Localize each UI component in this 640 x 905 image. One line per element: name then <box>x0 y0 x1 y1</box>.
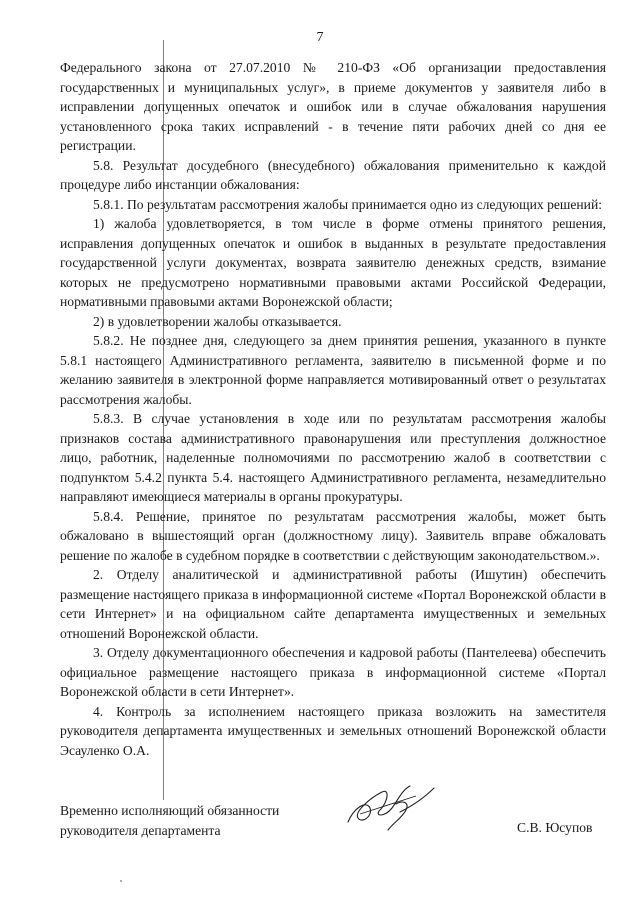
document-body <box>60 58 606 760</box>
signatory-title <box>60 801 279 840</box>
paragraph: 5.8. Результат досудебного (внесудебного) обжалования применительно к каждой процедуре либо инстанции обжалования: <box>60 157 606 192</box>
paragraph: 3. Отделу документационного обеспечения и кадровой работы (Пантелеева) обеспечить официальное размещение настоящего приказа в информационной системе «Портал Воронежской области в сети Интернет». <box>60 645 606 699</box>
paragraph: 1) жалоба удовлетворяется, в том числе в форме отмены принятого решения, исправления допущенных опечаток и ошибок в выданных в результате предоставления государственной услуги документах, возврата заявителю денежных средств, взимание которых не предусмотрено нормативными правовыми актами Российской Федерации, нормативными правовыми актами Воронежской области; <box>60 216 606 309</box>
signatory-title-line-2: руководителя департамента <box>60 822 221 838</box>
paragraph: 5.8.2. Не позднее дня, следующего за днем принятия решения, указанного в пункте 5.8.1 настоящего Административного регламента, заявителю в письменной форме и по желанию заявителя в электронной форме направляется мотивированный ответ о результатах рассмотрения жалобы. <box>60 333 606 407</box>
signatory-title-line-1: Временно исполняющий обязанности <box>60 803 280 818</box>
signatory-name: С.В. Юсупов <box>517 820 593 835</box>
paragraph: 5.8.3. В случае установления в ходе или по результатам рассмотрения жалобы признаков состава административного правонарушения или преступления должностное лицо, работник, наделенные полномочиями по рассмотрению жалоб в соответствии с подпунктом 5.4.2 пункта 5.4. настоящего Административного регламента, незамедлительно направляют имеющиеся материалы в органы прокуратуры. <box>60 411 606 504</box>
paragraph: 4. Контроль за исполнением настоящего приказа возложить на заместителя руководителя департамента имущественных и земельных отношений Воронежской области Эсауленко О.А. <box>60 703 606 758</box>
paragraph: Федерального закона от 27.07.2010 № 210-ФЗ «Об организации предоставления государственных и муниципальных услуг», в приеме документов у заявителя либо в исправлении допущенных опечаток и ошибок или в случае обжалования нарушения установленного срока таких исправлений - в течение пяти рабочих дней со дня ее регистрации. <box>60 60 606 153</box>
paragraph: 2. Отделу аналитической и административной работы (Ишутин) обеспечить размещение настоящего приказа в информационной системе «Портал Воронежской области в сети Интернет» и на официальном сайте департамента имущественных и земельных отношений Воронежской области. <box>60 567 606 641</box>
paragraph: 2) в удовлетворении жалобы отказывается. <box>93 313 342 329</box>
paragraph: 5.8.4. Решение, принятое по результатам рассмотрения жалобы, может быть обжаловано в вышестоящий орган (должностному лицу). Заявитель вправе обжаловать решение по жалобе в судебном порядке в соответствии с действующим законодательством.». <box>60 508 606 563</box>
handwritten-signature <box>340 778 440 834</box>
scan-speck <box>120 880 122 882</box>
paragraph: 5.8.1. По результатам рассмотрения жалобы принимается одно из следующих решений: <box>93 196 603 212</box>
page-number: 7 <box>316 30 324 45</box>
